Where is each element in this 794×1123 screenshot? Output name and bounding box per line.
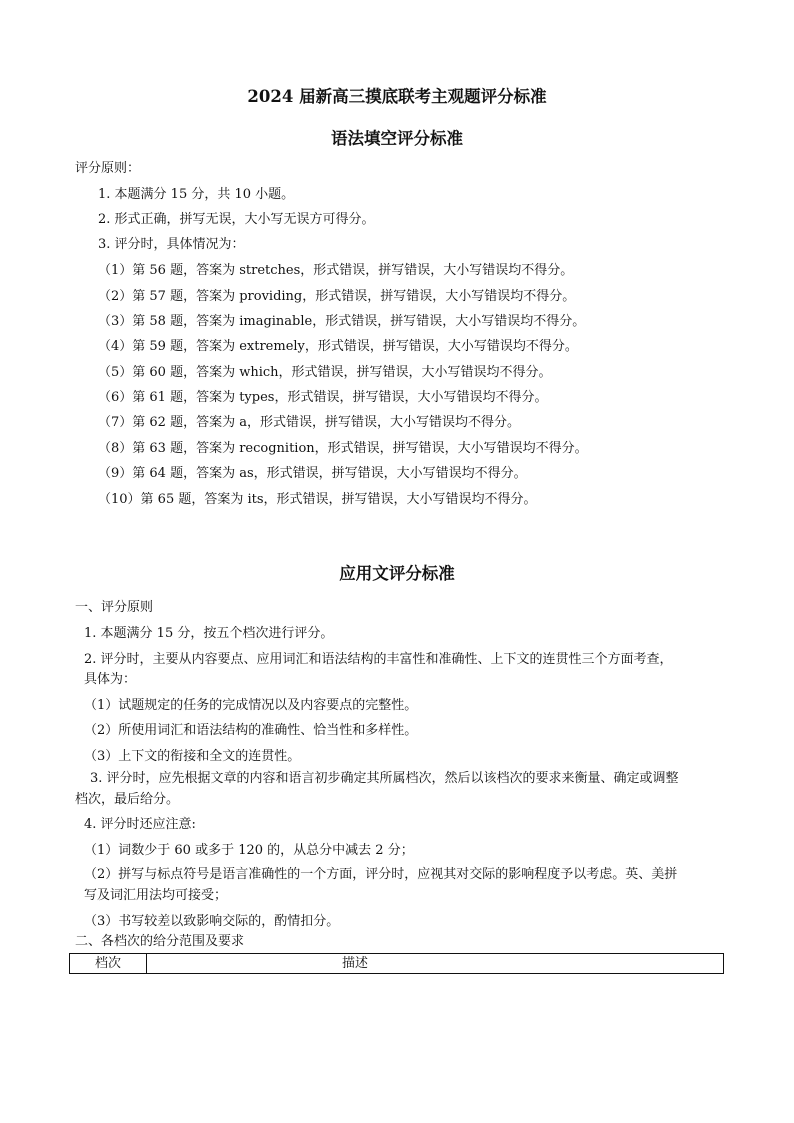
grammar-rule: 2. 形式正确，拼写无误，大小写无误方可得分。 (98, 212, 375, 227)
grammar-answer-item: （8）第 63 题，答案为 recognition，形式错误，拼写错误，大小写错误均不得分。 (98, 441, 588, 456)
writing-note-item: （2）拼写与标点符号是语言准确性的一个方面，评分时，应视其对交际的影响程度予以考虑。英、美拼 (84, 867, 678, 882)
writing-section1-heading: 一、评分原则 (75, 600, 154, 615)
grammar-answer-item: （10）第 65 题，答案为 its，形式错误，拼写错误，大小写错误均不得分。 (98, 492, 537, 507)
grammar-answer-item: （2）第 57 题，答案为 providing，形式错误，拼写错误，大小写错误均不得分。 (98, 289, 576, 304)
writing-criterion-item: （1）试题规定的任务的完成情况以及内容要点的完整性。 (84, 698, 418, 713)
grammar-answer-item: （1）第 56 题，答案为 stretches，形式错误，拼写错误，大小写错误均不得分。 (98, 263, 574, 278)
table-header-description: 描述 (147, 954, 724, 974)
writing-criterion-item: （3）上下文的衔接和全文的连贯性。 (84, 749, 301, 764)
grammar-answer-item: （9）第 64 题，答案为 as，形式错误，拼写错误，大小写错误均不得分。 (98, 466, 527, 481)
writing-rule: 4. 评分时还应注意: (84, 817, 196, 832)
level-table (69, 953, 724, 974)
grammar-answer-item: （7）第 62 题，答案为 a，形式错误，拼写错误，大小写错误均不得分。 (98, 415, 520, 430)
grammar-rule: 1. 本题满分 15 分，共 10 小题。 (98, 187, 295, 202)
main-title: 2024 届新高三摸底联考主观题评分标准 (247, 87, 547, 106)
grammar-answer-item: （3）第 58 题，答案为 imaginable，形式错误，拼写错误，大小写错误均不得分。 (98, 314, 586, 329)
writing-section-title: 应用文评分标准 (339, 564, 455, 583)
grammar-section-title: 语法填空评分标准 (331, 129, 463, 148)
writing-rule: 1. 本题满分 15 分，按五个档次进行评分。 (84, 626, 334, 641)
writing-section2-heading: 二、各档次的给分范围及要求 (75, 934, 245, 949)
writing-criterion-item: （2）所使用词汇和语法结构的准确性、恰当性和多样性。 (84, 723, 418, 738)
grammar-answer-item: （6）第 61 题，答案为 types，形式错误，拼写错误，大小写错误均不得分。 (98, 390, 548, 405)
writing-note-item: （3）书写较差以致影响交际的，酌情扣分。 (84, 914, 340, 929)
table-header-level: 档次 (70, 954, 147, 974)
grammar-answer-item: （5）第 60 题，答案为 which，形式错误，拼写错误，大小写错误均不得分。 (98, 365, 552, 380)
writing-rule-continuation: 档次，最后给分。 (75, 792, 180, 807)
grammar-answer-item: （4）第 59 题，答案为 extremely，形式错误，拼写错误，大小写错误均不得分。 (98, 339, 578, 354)
writing-rule: 3. 评分时，应先根据文章的内容和语言初步确定其所属档次，然后以该档次的要求来衡量、确定或调整 (90, 771, 679, 786)
grammar-rule: 3. 评分时，具体情况为： (98, 237, 245, 252)
writing-rule: 2. 评分时，主要从内容要点、应用词汇和语法结构的丰富性和准确性、上下文的连贯性三个方面考查， (84, 652, 673, 667)
writing-note-item: 写及词汇用法均可接受； (84, 888, 228, 903)
table-header-row (70, 954, 724, 974)
writing-note-item: （1）词数少于 60 或多于 120 的，从总分中减去 2 分； (84, 843, 414, 858)
writing-rule-continuation: 具体为： (84, 672, 137, 687)
grammar-principle-label: 评分原则： (75, 161, 141, 176)
